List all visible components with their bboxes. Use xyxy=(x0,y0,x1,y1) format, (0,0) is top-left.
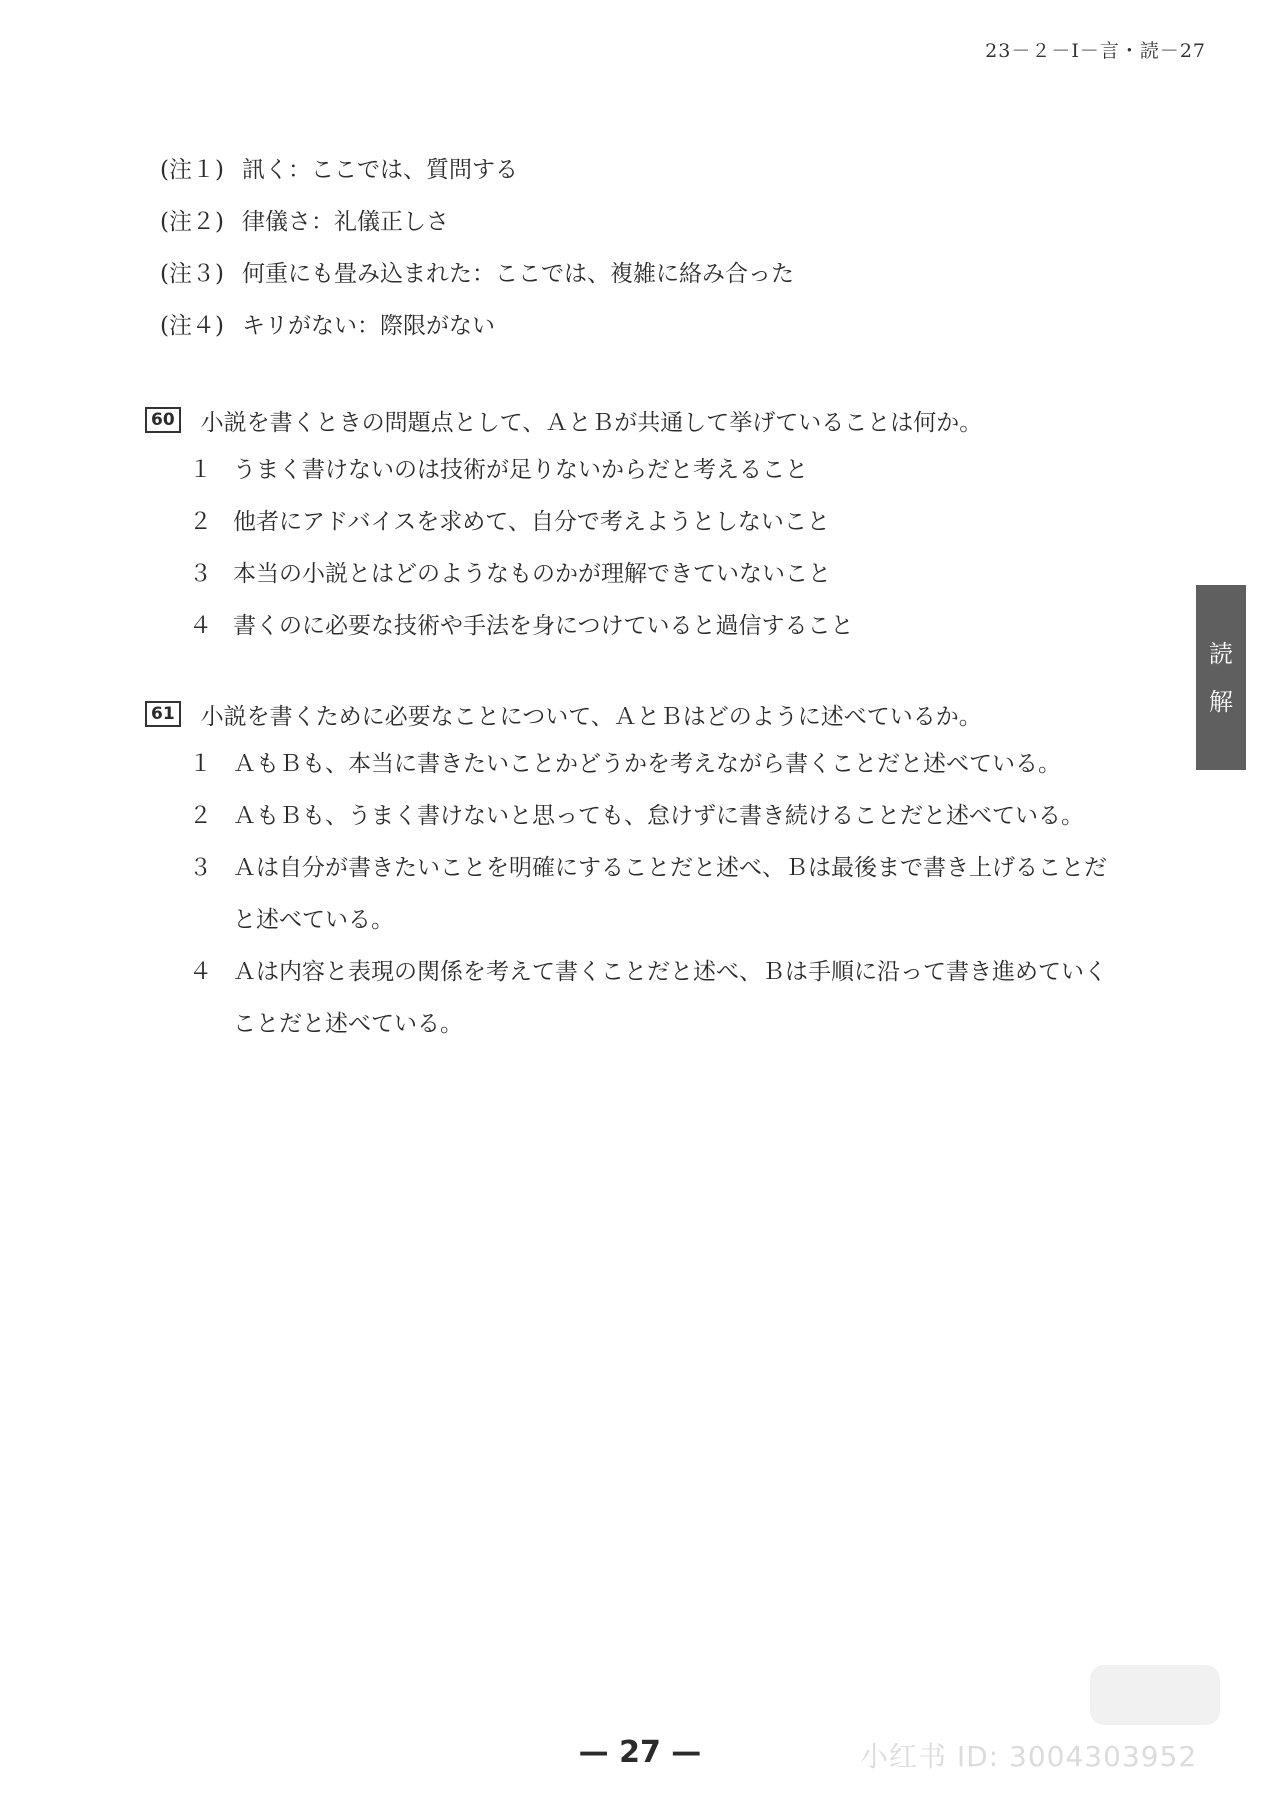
option-4[interactable] xyxy=(145,600,1135,652)
option-3[interactable] xyxy=(145,548,1135,600)
option-3[interactable] xyxy=(145,842,1135,946)
option-text: うまく書けないのは技術が足りないからだと考えること xyxy=(233,457,808,483)
question-61 xyxy=(145,690,1135,1050)
note-text: 訊く：ここでは、質問する xyxy=(242,157,518,183)
tab-char: 解 xyxy=(1209,687,1233,716)
note-label: (注２) xyxy=(160,209,224,235)
note-label: (注３) xyxy=(160,261,224,287)
question-header xyxy=(145,690,1135,738)
option-text: ＡもＢも、うまく書けないと思っても、怠けずに書き続けることだと述べている。 xyxy=(233,803,1084,829)
note-label: (注１) xyxy=(160,157,224,183)
section-tab-reading xyxy=(1196,585,1246,770)
option-text: 他者にアドバイスを求めて、自分で考えようとしないこと xyxy=(233,509,830,535)
option-number: ２ xyxy=(189,803,212,829)
option-text: ＡもＢも、本当に書きたいことかどうかを考えながら書くことだと述べている。 xyxy=(233,751,1061,777)
option-text: Ａは自分が書きたいことを明確にすることだと述べ、Ｂは最後まで書き上げることだと述べている。 xyxy=(233,855,1107,933)
option-number: ４ xyxy=(189,613,212,639)
option-text: Ａは内容と表現の関係を考えて書くことだと述べ、Ｂは手順に沿って書き進めていくことだと述べている。 xyxy=(233,959,1107,1037)
option-number: １ xyxy=(189,751,212,777)
note-label: (注４) xyxy=(160,313,224,339)
note-1 xyxy=(160,132,794,184)
option-2[interactable] xyxy=(145,790,1135,842)
option-text: 書くのに必要な技術や手法を身につけていると過信すること xyxy=(233,613,854,639)
option-4[interactable] xyxy=(145,946,1135,1050)
exam-code: 23－２－Ⅰ－言・読－27 xyxy=(985,40,1206,62)
question-header xyxy=(145,396,1135,444)
option-2[interactable] xyxy=(145,496,1135,548)
note-text: 何重にも畳み込まれた：ここでは、複雑に絡み合った xyxy=(242,261,794,287)
watermark-logo xyxy=(1090,1665,1220,1725)
option-1[interactable] xyxy=(145,444,1135,496)
notes-section xyxy=(160,132,794,340)
note-2 xyxy=(160,184,794,236)
tab-char: 読 xyxy=(1209,639,1233,668)
note-text: キリがない：際限がない xyxy=(242,313,495,339)
option-number: ２ xyxy=(189,509,212,535)
option-1[interactable] xyxy=(145,738,1135,790)
option-number: １ xyxy=(189,457,212,483)
option-number: ４ xyxy=(189,959,212,985)
option-text: 本当の小説とはどのようなものかが理解できていないこと xyxy=(233,561,831,587)
option-number: ３ xyxy=(189,855,212,881)
option-number: ３ xyxy=(189,561,212,587)
note-4 xyxy=(160,288,794,340)
note-3 xyxy=(160,236,794,288)
question-number: 60 xyxy=(145,407,181,433)
question-text: 小説を書くときの問題点として、ＡとＢが共通して挙げていることは何か。 xyxy=(200,409,983,436)
question-60 xyxy=(145,396,1135,652)
question-text: 小説を書くために必要なことについて、ＡとＢはどのように述べているか。 xyxy=(200,703,982,730)
note-text: 律儀さ：礼儀正しさ xyxy=(242,209,449,235)
watermark-text: 小红书 ID: 3004303952 xyxy=(860,1740,1198,1773)
page-number: — 27 — xyxy=(578,1735,702,1770)
question-number: 61 xyxy=(145,701,181,727)
